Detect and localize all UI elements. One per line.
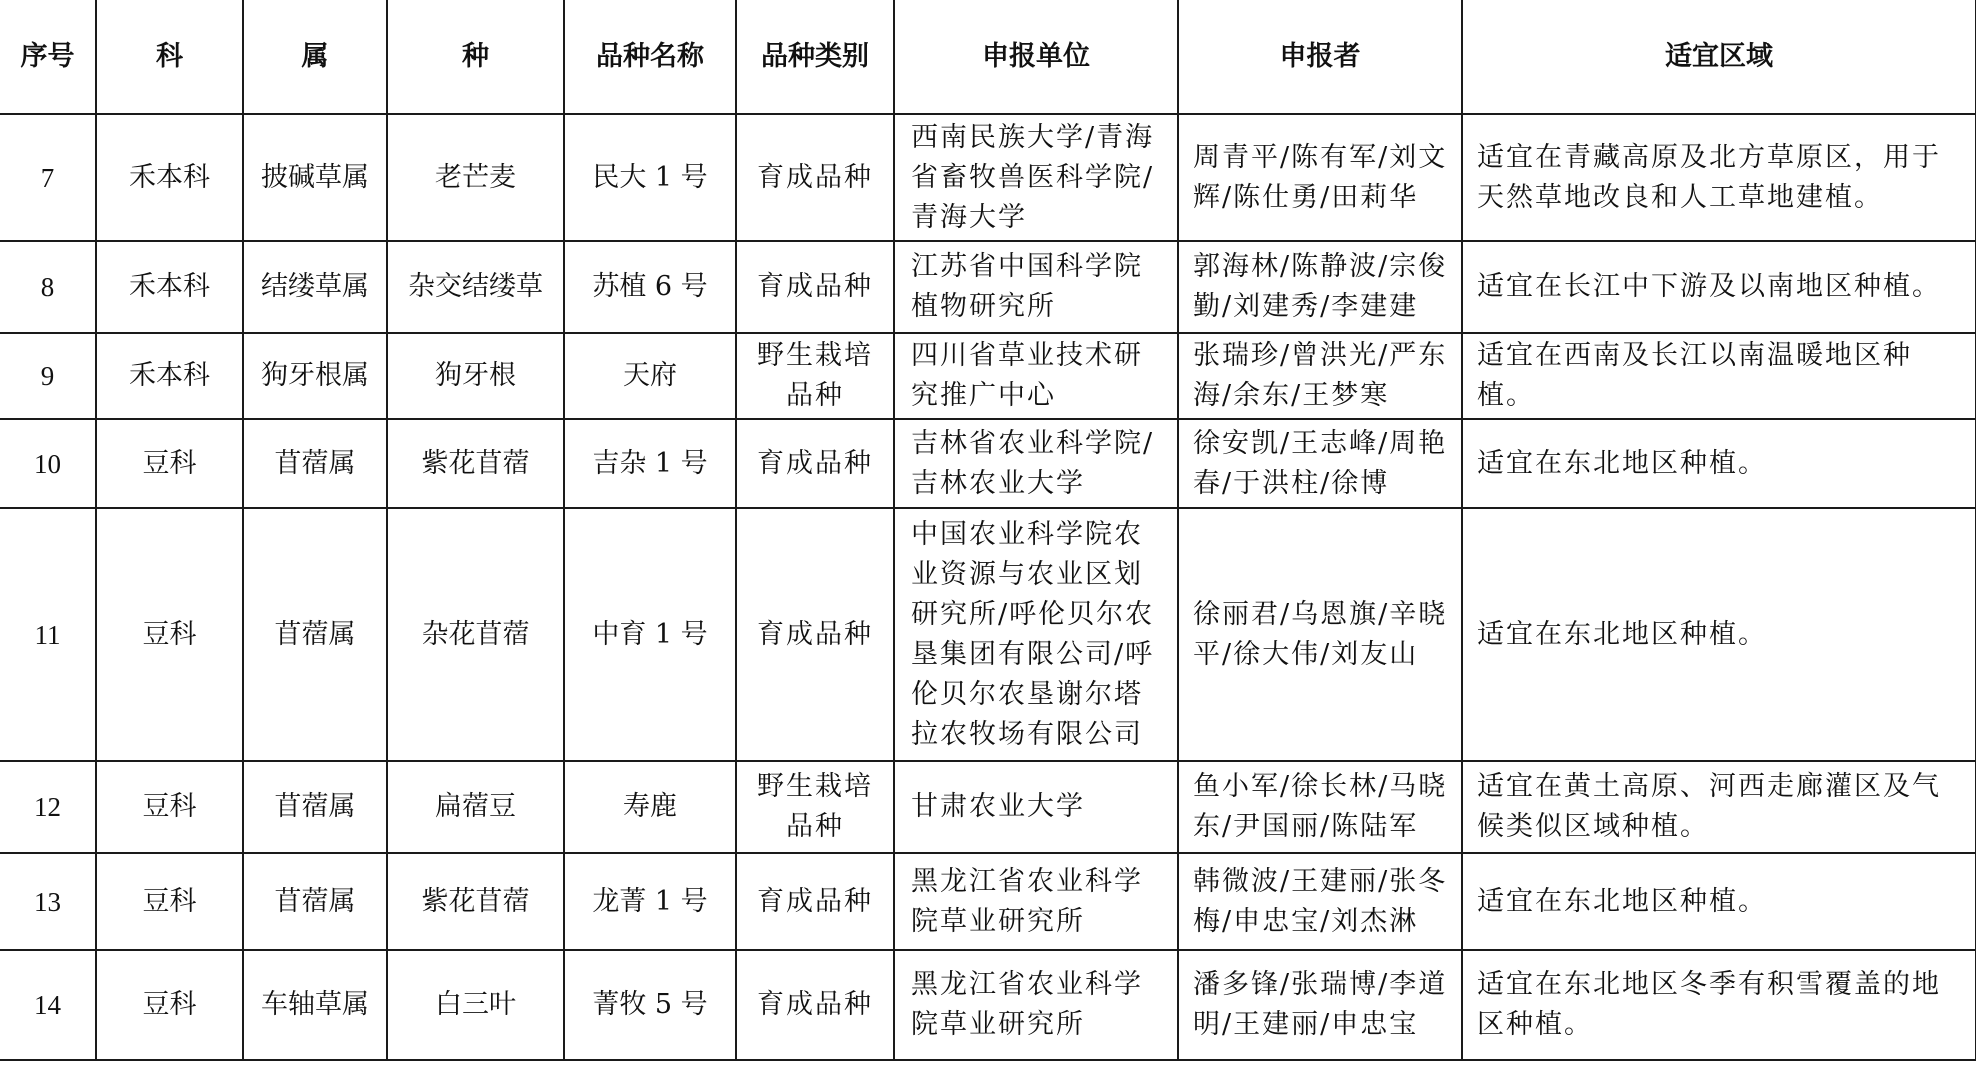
table-row (0, 508, 1976, 761)
cell-species: 紫花苜蓿 (387, 419, 564, 508)
cell-area: 适宜在东北地区种植。 (1477, 885, 1767, 917)
cell-species: 杂花苜蓿 (387, 508, 564, 761)
header-row (0, 0, 1976, 114)
header-family: 科 (96, 0, 243, 114)
cell-applicant: 徐丽君/乌恩旗/辛晓平/徐大伟/刘友山 (1193, 598, 1448, 670)
cell-species: 白三叶 (387, 950, 564, 1060)
cell-genus: 狗牙根属 (243, 333, 387, 419)
cell-applicant: 韩微波/王建丽/张冬梅/申忠宝/刘杰淋 (1193, 865, 1448, 937)
table-row (0, 853, 1976, 950)
cell-unit: 黑龙江省农业科学院草业研究所 (911, 969, 1143, 1040)
header-unit: 申报单位 (894, 0, 1178, 114)
cell-species: 杂交结缕草 (387, 241, 564, 333)
cell-applicant: 鱼小军/徐长林/马晓东/尹国丽/陈陆军 (1193, 771, 1448, 842)
cell-category: 育成品种 (757, 161, 873, 193)
cell-applicant: 张瑞珍/曾洪光/严东海/余东/王梦寒 (1193, 340, 1448, 411)
cell-applicant: 潘多锋/张瑞博/李道明/王建丽/申忠宝 (1193, 969, 1448, 1040)
cell-no: 10 (0, 419, 96, 508)
cell-variety: 菁牧 5 号 (564, 950, 736, 1060)
cell-genus: 苜蓿属 (243, 853, 387, 950)
cell-category: 育成品种 (757, 271, 873, 302)
header-no: 序号 (0, 0, 96, 114)
cell-area: 适宜在长江中下游及以南地区种植。 (1477, 271, 1941, 302)
cell-species: 紫花苜蓿 (387, 853, 564, 950)
cell-no: 13 (0, 853, 96, 950)
cell-no: 14 (0, 950, 96, 1060)
cell-variety: 吉杂 1 号 (564, 419, 736, 508)
table-row (0, 419, 1976, 508)
cell-no: 8 (0, 241, 96, 333)
table-row (0, 761, 1976, 853)
cell-variety: 龙菁 1 号 (564, 853, 736, 950)
cell-species: 扁蓿豆 (387, 761, 564, 853)
cell-area: 适宜在东北地区种植。 (1477, 447, 1767, 479)
cell-area: 适宜在西南及长江以南温暖地区种植。 (1477, 340, 1912, 411)
cell-category: 育成品种 (757, 618, 873, 650)
header-genus: 属 (243, 0, 387, 114)
cell-family: 豆科 (96, 419, 243, 508)
header-variety: 品种名称 (564, 0, 736, 114)
cell-unit: 吉林省农业科学院/吉林农业大学 (911, 427, 1155, 499)
cell-unit: 西南民族大学/青海省畜牧兽医科学院/青海大学 (911, 121, 1155, 233)
cell-genus: 苜蓿属 (243, 508, 387, 761)
cell-unit: 四川省草业技术研究推广中心 (911, 340, 1143, 411)
cell-genus: 苜蓿属 (243, 419, 387, 508)
cell-genus: 结缕草属 (243, 241, 387, 333)
cell-species: 老芒麦 (387, 114, 564, 241)
table-row (0, 333, 1976, 419)
cell-variety: 天府 (564, 333, 736, 419)
table-row (0, 114, 1976, 241)
header-applicant: 申报者 (1178, 0, 1462, 114)
cell-no: 7 (0, 114, 96, 241)
cell-category: 野生栽培品种 (757, 340, 873, 411)
cell-unit: 江苏省中国科学院植物研究所 (911, 251, 1143, 322)
cell-area: 适宜在黄土高原、河西走廊灌区及气候类似区域种植。 (1477, 771, 1941, 842)
cell-genus: 披碱草属 (243, 114, 387, 241)
table-row (0, 950, 1976, 1060)
cell-category: 育成品种 (757, 989, 873, 1020)
cell-category: 育成品种 (757, 447, 873, 479)
cell-unit: 黑龙江省农业科学院草业研究所 (911, 865, 1143, 937)
cell-species: 狗牙根 (387, 333, 564, 419)
cell-applicant: 郭海林/陈静波/宗俊勤/刘建秀/李建建 (1193, 251, 1448, 322)
table-row (0, 241, 1976, 333)
header-species: 种 (387, 0, 564, 114)
cell-unit: 中国农业科学院农业资源与农业区划研究所/呼伦贝尔农垦集团有限公司/呼伦贝尔农垦谢尔塔拉农牧场有限公司 (911, 518, 1155, 750)
cell-category: 野生栽培品种 (757, 771, 873, 842)
header-category: 品种类别 (736, 0, 894, 114)
cell-family: 豆科 (96, 508, 243, 761)
cell-category: 育成品种 (757, 885, 873, 917)
cell-genus: 车轴草属 (243, 950, 387, 1060)
cell-family: 禾本科 (96, 114, 243, 241)
cell-area: 适宜在东北地区冬季有积雪覆盖的地区种植。 (1477, 969, 1941, 1040)
cell-variety: 中育 1 号 (564, 508, 736, 761)
cell-family: 禾本科 (96, 241, 243, 333)
cell-area: 适宜在青藏高原及北方草原区，用于天然草地改良和人工草地建植。 (1477, 141, 1941, 213)
cell-area: 适宜在东北地区种植。 (1477, 618, 1767, 650)
cell-no: 11 (0, 508, 96, 761)
cell-no: 12 (0, 761, 96, 853)
cell-family: 豆科 (96, 853, 243, 950)
cell-applicant: 周青平/陈有军/刘文辉/陈仕勇/田莉华 (1193, 141, 1448, 213)
cell-unit: 甘肃农业大学 (911, 791, 1085, 822)
cell-variety: 苏植 6 号 (564, 241, 736, 333)
header-area: 适宜区域 (1462, 0, 1976, 114)
cell-no: 9 (0, 333, 96, 419)
cell-family: 禾本科 (96, 333, 243, 419)
cell-variety: 民大 1 号 (564, 114, 736, 241)
cell-family: 豆科 (96, 761, 243, 853)
cell-family: 豆科 (96, 950, 243, 1060)
cell-genus: 苜蓿属 (243, 761, 387, 853)
cell-variety: 寿鹿 (564, 761, 736, 853)
cell-applicant: 徐安凯/王志峰/周艳春/于洪柱/徐博 (1193, 427, 1448, 499)
